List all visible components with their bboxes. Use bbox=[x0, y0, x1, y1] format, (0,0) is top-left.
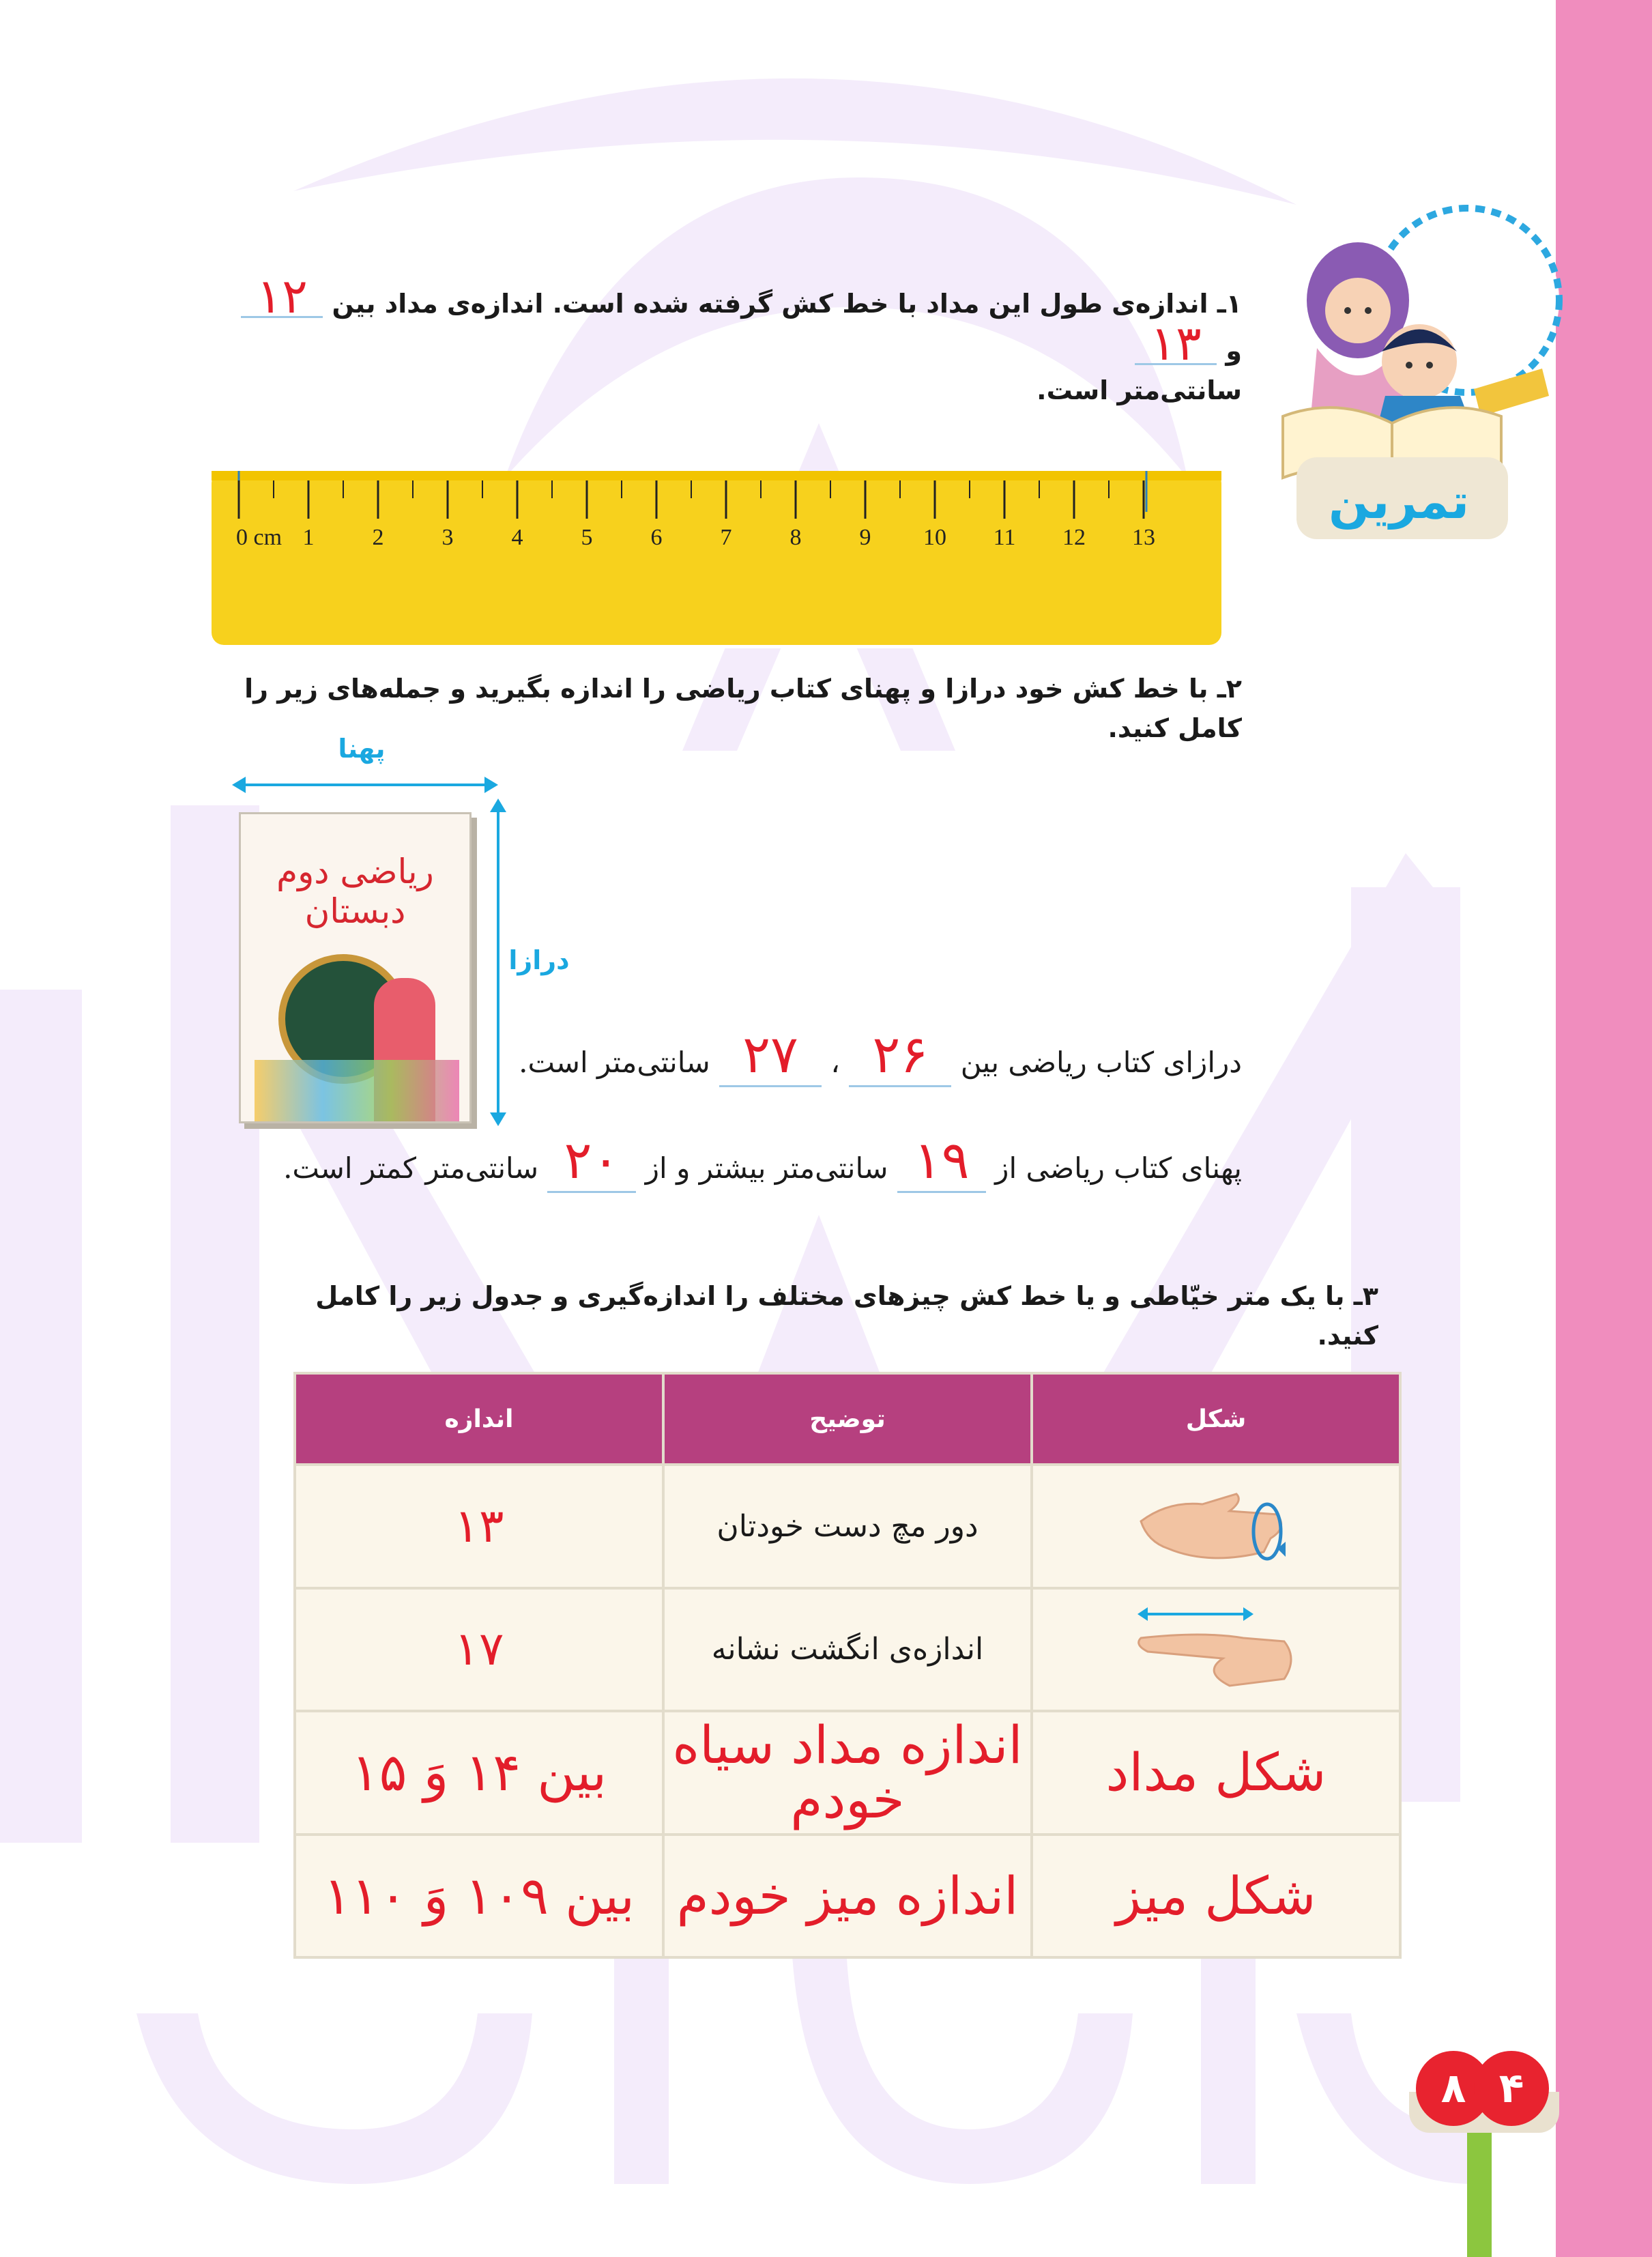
row-3-description: اندازه مداد سیاه خودم bbox=[663, 1711, 1032, 1835]
ruler-tick-label: 6 bbox=[650, 525, 663, 550]
ruler-tick-label: 10 bbox=[923, 525, 946, 550]
ruler-body bbox=[212, 471, 1221, 645]
height-label: درازا bbox=[508, 945, 570, 975]
hand-wrist-image bbox=[1127, 1473, 1305, 1576]
question-1 bbox=[232, 268, 1242, 410]
ruler-tick-label: 12 bbox=[1062, 525, 1086, 550]
header-size: اندازه bbox=[295, 1373, 663, 1465]
ruler-tick-label: 8 bbox=[789, 525, 802, 550]
answer-blank-1b: ۱۳ bbox=[1135, 324, 1217, 365]
question-1-text: ۱ـ اندازه‌ی طول این مداد با خط کش گرفته شده است. اندازه‌ی مداد بین bbox=[332, 289, 1242, 319]
page-number bbox=[1395, 2051, 1559, 2133]
answer-blank-2a: ۲۶ bbox=[849, 1024, 951, 1087]
ruler-tick-label: 0 cm bbox=[236, 525, 282, 550]
ruler-tick-label: 9 bbox=[859, 525, 871, 550]
row-1-shape-cell bbox=[1032, 1465, 1400, 1588]
sentence-book-width: پهنای کتاب ریاضی از ۱۹ سانتی‌متر بیشتر و از ۲۰ سانتی‌متر کمتر است. bbox=[273, 1130, 1242, 1203]
table-header-row bbox=[295, 1373, 1400, 1465]
ruler-tick-label: 7 bbox=[720, 525, 732, 550]
answer-blank-1a: ۱۲ bbox=[241, 276, 323, 318]
row-3-shape: شکل مداد bbox=[1032, 1711, 1400, 1835]
question-2-text: ۲ـ با خط کش خود درازا و پهنای کتاب ریاضی را اندازه بگیرید و جمله‌های زیر را کامل کنید. bbox=[244, 674, 1242, 743]
answer-blank-2c: ۱۹ bbox=[897, 1130, 986, 1193]
question-1-and: و bbox=[1226, 336, 1242, 366]
row-2-shape-cell bbox=[1032, 1588, 1400, 1712]
question-3-text: ۳ـ با یک متر خیّاطی و یا خط کش چیزهای مختلف را اندازه‌گیری و جدول زیر را کامل کنید. bbox=[315, 1281, 1378, 1351]
row-4-shape: شکل میز bbox=[1032, 1835, 1400, 1958]
ruler-tick-label: 2 bbox=[372, 525, 384, 550]
ruler-tick-label: 4 bbox=[511, 525, 523, 550]
ruler-tick-label: 1 bbox=[302, 525, 315, 550]
header-description: توضیح bbox=[663, 1373, 1032, 1465]
row-2-description: اندازه‌ی انگشت نشانه bbox=[663, 1588, 1032, 1712]
ruler-tick-label: 11 bbox=[993, 525, 1016, 550]
side-color-band bbox=[1556, 0, 1652, 2257]
ruler-tick-label: 3 bbox=[441, 525, 454, 550]
row-1-size: ۱۳ bbox=[295, 1465, 663, 1588]
table-row bbox=[295, 1465, 1400, 1588]
row-4-size: بین ۱۰۹ وَ ۱۱۰ bbox=[295, 1835, 663, 1958]
question-1-line-2: سانتی‌متر است. bbox=[1037, 375, 1242, 405]
table-row bbox=[295, 1711, 1400, 1835]
answer-blank-2b: ۲۷ bbox=[719, 1024, 822, 1087]
question-1-line-1 bbox=[232, 268, 1242, 371]
answer-blank-2d: ۲۰ bbox=[547, 1130, 636, 1193]
ruler-tick-label: 13 bbox=[1132, 525, 1155, 550]
page-stem bbox=[1467, 2133, 1492, 2257]
page-digit-right: ۴ bbox=[1474, 2051, 1549, 2126]
book-title: ریاضی دوم دبستان bbox=[276, 852, 434, 931]
width-arrow bbox=[232, 771, 498, 799]
ruler-tick-label: 5 bbox=[581, 525, 593, 550]
math-book-image bbox=[239, 812, 472, 1123]
row-2-size: ۱۷ bbox=[295, 1588, 663, 1712]
exercise-badge-label: تمرین bbox=[1328, 474, 1470, 530]
finger-image bbox=[1127, 1597, 1305, 1699]
measurement-table bbox=[293, 1372, 1402, 1959]
table-row bbox=[295, 1588, 1400, 1712]
row-1-description: دور مچ دست خودتان bbox=[663, 1465, 1032, 1588]
sentence-book-length: درازای کتاب ریاضی بین ۲۶ ، ۲۷ سانتی‌متر است. bbox=[478, 1024, 1242, 1097]
row-4-description: اندازه میز خودم bbox=[663, 1835, 1032, 1958]
width-label: پهنا bbox=[338, 734, 386, 764]
row-3-size: بین ۱۴ وَ ۱۵ bbox=[295, 1711, 663, 1835]
header-shape: شکل bbox=[1032, 1373, 1400, 1465]
ruler-with-pencil bbox=[212, 471, 1221, 648]
table-row bbox=[295, 1835, 1400, 1958]
page-digit-left: ۸ bbox=[1416, 2051, 1491, 2126]
